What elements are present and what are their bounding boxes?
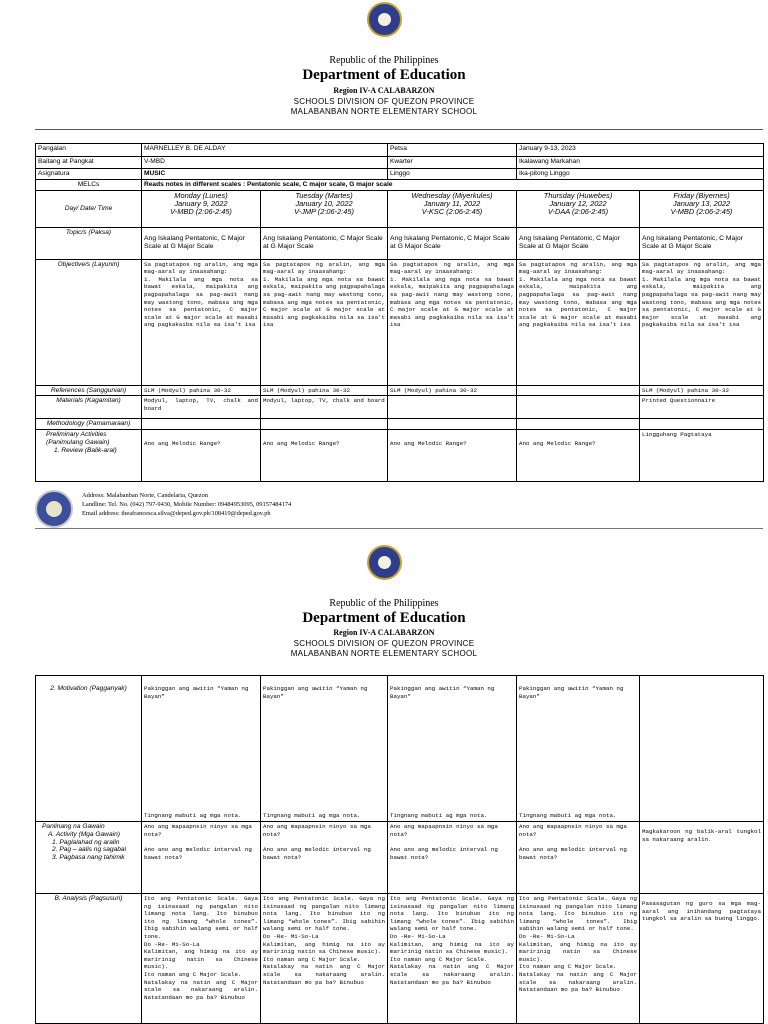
topics-label: Topic/s (Paksa) <box>36 227 142 259</box>
quarter-value: Ikalawang Markahan <box>517 157 764 169</box>
topic-cell: Ang Iskalang Pentatonic, C Major Scale at G Major Scale <box>517 227 640 259</box>
analysis-cell: Ito ang Pentatonic Scale. Gaya ng isinasaad ng pangalan nito limang nota lang. Ito binubuo ito ng limang “whole tones”. Ibig sabihin walang semi or half tone. Do -Re- Mi-So-La Kalimitan, ang himig na ito ay maririnig natin sa Chinese music). Ito naman ang C Major Scale. Natalakay na natin ang C Major scale sa nakaraang aralin. Natatandaan mo pa ba? Binubuo <box>388 894 517 1024</box>
page-separator <box>35 528 763 529</box>
name-value: MARNELLEY B. DE ALDAY <box>142 144 388 157</box>
motivation-cell: Pakinggan ang awitin “Yaman ng Bayan” Tingnang mabuti ag mga nota. <box>388 676 517 822</box>
footer-address: Address: Malabanban Norte, Candelaria, Quezon <box>82 492 208 499</box>
footer-text <box>82 491 291 518</box>
topic-cell: Ang Iskalang Pentatonic, C Major Scale at G Major Scale <box>388 227 517 259</box>
header-school: MALABANBAN NORTE ELEMENTARY SCHOOL <box>290 107 478 116</box>
quarter-label: Kwarter <box>388 157 517 169</box>
header-region: Region IV-A CALABARZON <box>333 86 435 95</box>
melcs-label: MELCs <box>36 179 142 190</box>
analysis-cell-friday: Pasasagutan ng guro sa mga mag-aaral ang inihandang pagtataya tungkol sa aralin sa buong linggo. <box>640 894 764 1024</box>
materials-cell: Modyul, laptop, TV, chalk and board <box>261 396 388 419</box>
motivation-cell: Pakinggan ang awitin “Yaman ng Bayan” Tingnang mabuti ag mga nota. <box>261 676 388 822</box>
reference-cell: SLM (Modyul) pahina 30-32 <box>640 385 764 396</box>
objective-cell: Sa pagtatapos ng aralin, ang mga mag-aaral ay inaasahang: 1. Makilala ang mga nota sa bawat eskala, maipakita ang pagpapahalaga sa pag-awit nang may wastong tono, mabasa ang mga notes sa pentatonic, C major scale at G major scale at masabi ang pagkakaiba nila sa isa't isa <box>142 259 261 385</box>
materials-cell: Modyul, laptop, TV, chalk and board <box>142 396 261 419</box>
week-value: Ika-pitong Linggo <box>517 169 764 180</box>
header-department: Department of Education <box>302 67 466 83</box>
review-cell: Ano ang Melodic Range? <box>142 430 261 482</box>
name-label: Pangalan <box>36 144 142 157</box>
materials-label: Materials (Kagamitan) <box>36 396 142 419</box>
methodology-label: Methodology (Pamamaraan) <box>36 419 142 430</box>
review-cell: Ano ang Melodic Range? <box>388 430 517 482</box>
analysis-cell: Ito ang Pentatonic Scale. Gaya ng isinasaad ng pangalan nito limang nota lang. Ito binubuo ito ng limang “whole tones”. Ibig sabihin walang semi or half tone. Do -Re- Mi-So-La Kalimitan, ang himig na ito ay maririnig natin sa Chinese music). Ito naman ang C Major Scale. Natalakay na natin ang C Major scale sa nakaraang aralin. Natatandaan mo pa ba? Binubuo <box>517 894 640 1024</box>
reference-cell: SLM (Modyul) pahina 30-32 <box>142 385 261 396</box>
date-label: Petsa <box>388 144 517 157</box>
subject-value: MUSIC <box>142 169 388 180</box>
activity-cell: Ano ang mapaapnsin ninyo sa mga nota? Ano ano ang melodic interval ng bawat nota? <box>388 822 517 894</box>
school-logo-icon <box>35 490 73 528</box>
date-value: January 9-13, 2023 <box>517 144 764 157</box>
objectives-label: Objective/s (Layunin) <box>36 259 142 385</box>
objective-cell: Sa pagtatapos ng aralin, ang mga mag-aaral ay inaasahang: 1. Makilala ang mga nota sa bawat eskala, maipakita ang pagpapahalaga sa pag-awit nang may wastong tono, mabasa ang mga notes sa pentatonic, C major scale at G major scale at masabi ang pagkakaiba nila sa isa't isa <box>517 259 640 385</box>
lesson-plan-table <box>35 143 764 482</box>
subject-label: Asignatura <box>36 169 142 180</box>
header-rule <box>35 129 763 130</box>
header-school: MALABANBAN NORTE ELEMENTARY SCHOOL <box>290 649 478 658</box>
header-republic: Republic of the Philippines <box>329 598 439 609</box>
objective-cell: Sa pagtatapos ng aralin, ang mga mag-aaral ay inaasahang: 1. Makilala ang mga nota sa bawat eskala, maipakita ang pagpapahalaga sa pag-awit nang may wastong tono, mabasa ang mga notes sa pentatonic, C major scale at G major scale at masabi ang pagkakaiba nila sa isa't isa <box>640 259 764 385</box>
activity-cell: Ano ang mapaapnsin ninyo sa mga nota? Ano ano ang melodic interval ng bawat nota? <box>261 822 388 894</box>
day-header-tuesday: Tuesday (Martes) January 10, 2022 V-JMP (2:06-2:45) <box>261 190 388 227</box>
motivation-cell: Pakinggan ang awitin “Yaman ng Bayan” Tingnang mabuti ag mga nota. <box>517 676 640 822</box>
page-2 <box>0 540 768 1024</box>
reference-cell <box>517 385 640 396</box>
footer <box>35 487 763 527</box>
topic-cell: Ang Iskalang Pentatonic, C Major Scale at G Major Scale <box>142 227 261 259</box>
day-header-thursday: Thursday (Huwebes) January 12, 2022 V-DAA (2:06-2:45) <box>517 190 640 227</box>
motivation-cell: Pakinggan ang awitin “Yaman ng Bayan” Tingnang mabuti ag mga nota. <box>142 676 261 822</box>
review-cell: Ano ang Melodic Range? <box>261 430 388 482</box>
motivation-label: 2. Motivation (Pagganyak) <box>36 676 142 822</box>
reference-cell: SLM (Modyul) pahina 30-32 <box>388 385 517 396</box>
day-header-friday: Friday (Biyernes) January 13, 2022 V-MBD (2:06-2:45) <box>640 190 764 227</box>
analysis-cell: Ito ang Pentatonic Scale. Gaya ng isinasaad ng pangalan nito limang nota lang. Ito binubuo ito ng limang “whole tones”. Ibig sabihin walang semi or half tone. Do -Re- Mi-So-La Kalimitan, ang himig na ito ay maririnig natin sa Chinese music). Ito naman ang C Major Scale. Natalakay na natin ang C Major scale sa nakaraang aralin. Natatandaan mo pa ba? Binubuo <box>261 894 388 1024</box>
footer-email: Email address: theafrancesca.silva@deped.gov.ph/108419@deped.gov.ph <box>82 510 271 517</box>
reference-cell: SLM (Modyul) pahina 30-32 <box>261 385 388 396</box>
objective-cell: Sa pagtatapos ng aralin, ang mga mag-aaral ay inaasahang: 1. Makilala ang mga nota sa bawat eskala, maipakita ang pagpapahalaga sa pag-awit nang may wastong tono, mabasa ang mga notes sa pentatonic, C major scale at G major scale at masabi ang pagkakaiba nila sa isa't isa <box>388 259 517 385</box>
activity-cell: Ano ang mapaapnsin ninyo sa mga nota? Ano ano ang melodic interval ng bawat nota? <box>517 822 640 894</box>
materials-cell <box>517 396 640 419</box>
header-division: SCHOOLS DIVISION OF QUEZON PROVINCE <box>293 639 475 648</box>
activity-cell: Ano ang mapaapnsin ninyo sa mga nota? Ano ano ang melodic interval ng bawat nota? <box>142 822 261 894</box>
header-division: SCHOOLS DIVISION OF QUEZON PROVINCE <box>293 97 475 106</box>
references-label: References (Sanggunian) <box>36 385 142 396</box>
daydate-label: Day/ Date/ Time <box>36 190 142 227</box>
topic-cell: Ang Iskalang Pentatonic, C Major Scale at G Major Scale <box>261 227 388 259</box>
header-republic: Republic of the Philippines <box>329 55 439 66</box>
footer-landline: Landline: Tel. No. (042) 797-9430, Mobile Number: 09484953095, 09157484174 <box>82 501 292 508</box>
topic-cell: Ang Iskalang Pentatonic, C Major Scale at G Major Scale <box>640 227 764 259</box>
day-header-monday: Monday (Lunes) January 9, 2022 V-MBD (2:06-2:45) <box>142 190 261 227</box>
header-department: Department of Education <box>302 610 466 626</box>
day-header-wednesday: Wednesday (Miyerkules) January 11, 2022 V-KSC (2:06-2:45) <box>388 190 517 227</box>
analysis-label: B. Analysis (Pagsusuri) <box>36 894 142 1024</box>
objective-cell: Sa pagtatapos ng aralin, ang mga mag-aaral ay inaasahang: 1. Makilala ang mga nota sa bawat eskala, maipakita ang pagpapahalaga sa pag-awit nang may wastong tono, mabasa ang mga notes sa pentatonic, C major scale at G major scale at masabi ang pagkakaiba nila sa isa't isa <box>261 259 388 385</box>
deped-seal-icon <box>367 2 402 37</box>
materials-cell <box>388 396 517 419</box>
lesson-plan-table-continued <box>35 675 764 1024</box>
grade-label: Baitang at Pangkat <box>36 157 142 169</box>
activity-cell-friday: Magkakaroon ng balik-aral tungkol sa nakaraang aralin. <box>640 822 764 894</box>
deped-seal-icon <box>367 545 402 580</box>
panlinang-label: Panlinang na Gawain A. Activity (Mga Gawain) 1. Paglalahad ng aralin 2. Pag – aalis ng sagabal 3. Pagbasa nang tahimik <box>36 822 142 894</box>
header-region: Region IV-A CALABARZON <box>333 628 435 637</box>
analysis-cell: Ito ang Pentatonic Scale. Gaya ng isinasaad ng pangalan nito limang nota lang. Ito binubuo ito ng limang “whole tones”. Ibig sabihin walang semi or half tone. Do -Re- Mi-So-La Kalimitan, ang himig na ito ay maririnig natin sa Chinese music). Ito naman ang C Major Scale. Natalakay na natin ang C Major scale sa nakaraang aralin. Natatandaan mo pa ba? Binubuo <box>142 894 261 1024</box>
preliminary-label: Preliminary Activities (Panimulang Gawain) 1. Review (Balik-aral) <box>36 430 142 482</box>
review-cell: Ano ang Melodic Range? <box>517 430 640 482</box>
materials-cell: Printed Questionnaire <box>640 396 764 419</box>
melcs-value: Reads notes in different scales : Pentatonic scale, C major scale, G major scale <box>142 179 764 190</box>
review-cell: Lingguhang Pagtataya <box>640 430 764 482</box>
grade-value: V-MBD <box>142 157 388 169</box>
week-label: Linggo <box>388 169 517 180</box>
